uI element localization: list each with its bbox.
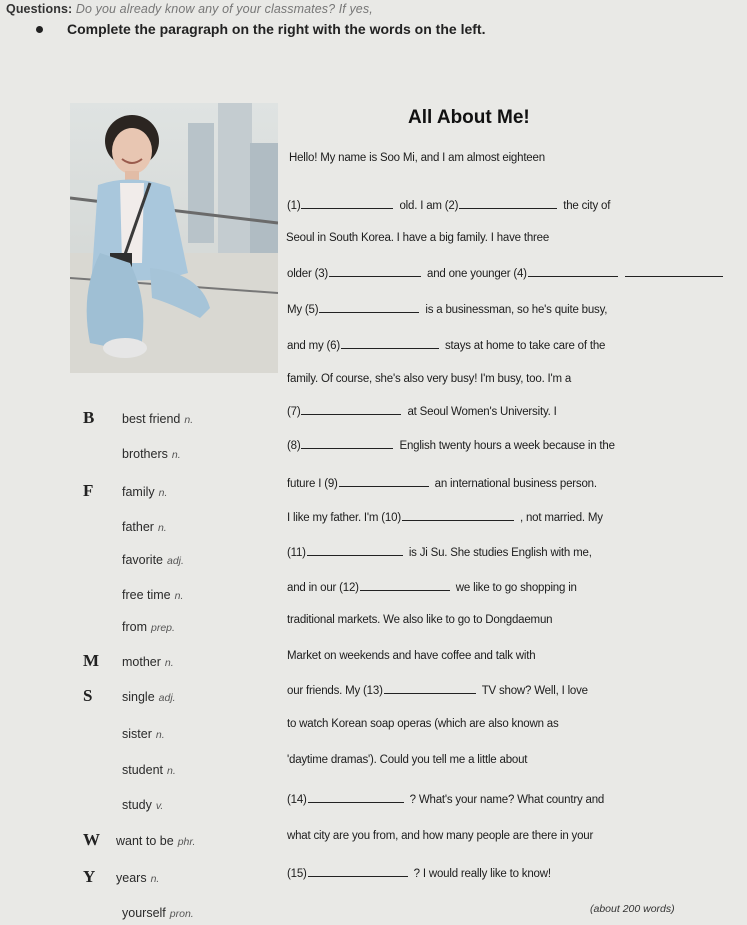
glossary-part-of-speech: n.	[164, 657, 174, 669]
paragraph-text: future I (9)	[287, 478, 338, 490]
glossary-word	[122, 520, 167, 534]
glossary-part-of-speech: adj.	[167, 555, 184, 567]
glossary-part-of-speech: pron.	[169, 908, 194, 920]
glossary-part-of-speech: n.	[158, 487, 168, 499]
glossary-word	[122, 655, 174, 669]
question-label: Questions:	[6, 2, 73, 16]
glossary-letter: F	[83, 481, 94, 500]
glossary-term: single	[122, 690, 155, 704]
question-text: Do you already know any of your classmates? If yes,	[75, 2, 373, 16]
glossary-part-of-speech: n.	[157, 522, 167, 534]
glossary-term: want to be	[116, 834, 174, 848]
paragraph-text: Market on weekends and have coffee and talk with	[287, 650, 536, 662]
paragraph-line	[287, 438, 615, 452]
paragraph-text: traditional markets. We also like to go to Dongdaemun	[287, 614, 553, 626]
glossary-word	[116, 834, 195, 848]
glossary-term: sister	[122, 727, 152, 741]
answer-blank[interactable]	[625, 266, 723, 277]
paragraph-line	[287, 650, 535, 662]
glossary-letter: S	[83, 686, 93, 705]
instruction	[36, 21, 485, 37]
paragraph-text: is Ji Su. She studies English with me,	[408, 547, 592, 559]
paragraph-text: we like to go shopping in	[455, 582, 577, 594]
glossary-word	[122, 906, 194, 920]
glossary-word	[116, 871, 159, 885]
paragraph-line	[287, 614, 552, 626]
paragraph-text: 'daytime dramas'). Could you tell me a little about	[287, 754, 528, 766]
student-photo	[70, 103, 278, 373]
glossary-part-of-speech: n.	[184, 414, 194, 426]
paragraph-text: English twenty hours a week because in the	[399, 440, 615, 452]
paragraph-text: ? What's your name? What country and	[409, 794, 605, 806]
paragraph-text: I like my father. I'm (10)	[287, 512, 401, 524]
paragraph-line	[287, 718, 559, 730]
answer-blank[interactable]	[339, 476, 429, 487]
paragraph-text: (14)	[287, 794, 307, 806]
paragraph-line	[287, 302, 607, 316]
paragraph-text: to watch Korean soap operas (which are also known as	[287, 718, 559, 730]
glossary-word	[122, 727, 165, 741]
answer-blank[interactable]	[384, 683, 476, 694]
glossary-term: family	[122, 485, 155, 499]
glossary-term: study	[122, 798, 152, 812]
glossary-word	[122, 588, 183, 602]
paragraph-text: (8)	[287, 440, 301, 452]
word-count-note: (about 200 words)	[590, 903, 675, 915]
answer-blank[interactable]	[459, 198, 557, 209]
paragraph-line	[287, 510, 603, 524]
glossary-term: yourself	[122, 906, 166, 920]
paragraph-line	[287, 792, 604, 806]
glossary-term: free time	[122, 588, 171, 602]
paragraph-line	[287, 830, 593, 842]
answer-blank[interactable]	[301, 438, 393, 449]
glossary-letter: M	[83, 651, 100, 670]
answer-blank[interactable]	[301, 198, 393, 209]
paragraph-line	[287, 338, 605, 352]
answer-blank[interactable]	[307, 545, 403, 556]
paragraph-line	[287, 476, 597, 490]
paragraph-text: (15)	[287, 868, 307, 880]
glossary-letter: Y	[83, 867, 96, 886]
glossary-word	[122, 553, 184, 567]
paragraph-line	[287, 198, 610, 212]
answer-blank[interactable]	[308, 866, 408, 877]
paragraph-line	[287, 404, 557, 418]
paragraph-text: older (3)	[287, 268, 329, 280]
paragraph-line	[286, 232, 549, 244]
glossary-word	[122, 690, 176, 704]
paragraph-text: the city of	[563, 200, 611, 212]
paragraph-text: (7)	[287, 406, 301, 418]
answer-blank[interactable]	[341, 338, 439, 349]
glossary-term: best friend	[122, 412, 181, 426]
bullet-icon	[36, 26, 43, 33]
paragraph-line	[287, 866, 551, 880]
paragraph-text: and in our (12)	[287, 582, 359, 594]
glossary-part-of-speech: n.	[150, 873, 160, 885]
paragraph-text: (11)	[287, 547, 306, 559]
paragraph-line	[289, 152, 545, 164]
glossary-word	[122, 447, 181, 461]
paragraph-text: , not married. My	[519, 512, 603, 524]
glossary-word	[122, 485, 167, 499]
paragraph-text: what city are you from, and how many people are there in your	[287, 830, 594, 842]
paragraph-text: Hello! My name is Soo Mi, and I am almost eighteen	[289, 152, 545, 164]
answer-blank[interactable]	[360, 580, 450, 591]
answer-blank[interactable]	[528, 266, 618, 277]
paragraph-line	[287, 266, 723, 280]
glossary-term: from	[122, 620, 147, 634]
glossary-word	[122, 763, 176, 777]
glossary-letter: B	[83, 408, 95, 427]
page-title: All About Me!	[408, 107, 530, 128]
paragraph-text: our friends. My (13)	[287, 685, 383, 697]
glossary-part-of-speech: prep.	[151, 622, 175, 634]
paragraph-line	[287, 580, 577, 594]
paragraph-text: TV show? Well, I love	[481, 685, 588, 697]
paragraph-text: family. Of course, she's also very busy! I'm busy, too. I'm a	[287, 373, 572, 385]
glossary-word	[122, 412, 193, 426]
paragraph-text: and my (6)	[287, 340, 340, 352]
paragraph-text: My (5)	[287, 304, 319, 316]
glossary-part-of-speech: adj.	[158, 692, 176, 704]
glossary-term: mother	[122, 655, 161, 669]
glossary-word	[122, 620, 175, 634]
answer-blank[interactable]	[301, 404, 401, 415]
answer-blank[interactable]	[319, 302, 419, 313]
glossary-term: father	[122, 520, 154, 534]
glossary-term: student	[122, 763, 164, 777]
paragraph-line	[287, 545, 592, 559]
glossary-part-of-speech: n.	[167, 765, 176, 777]
paragraph-text: at Seoul Women's University. I	[407, 406, 557, 418]
instruction-text: Complete the paragraph on the right with the words on the left.	[67, 21, 486, 37]
glossary-part-of-speech: n.	[155, 729, 165, 741]
paragraph-text: old. I am (2)	[399, 200, 459, 212]
glossary-term: years	[116, 871, 147, 885]
answer-blank[interactable]	[308, 792, 404, 803]
paragraph-text: and one younger (4)	[427, 268, 527, 280]
paragraph-text: Seoul in South Korea. I have a big family. I have three	[286, 232, 550, 244]
paragraph-text: ? I would really like to know!	[413, 868, 551, 880]
glossary-term: brothers	[122, 447, 168, 461]
answer-blank[interactable]	[329, 266, 421, 277]
glossary-term: favorite	[122, 553, 163, 567]
glossary-word	[122, 798, 163, 812]
paragraph-text: (1)	[287, 200, 301, 212]
paragraph-line	[287, 683, 588, 697]
glossary-part-of-speech: n.	[174, 590, 184, 602]
paragraph-text: is a businessman, so he's quite busy,	[425, 304, 608, 316]
paragraph-line	[287, 754, 527, 766]
question-header	[6, 2, 373, 16]
glossary-letter: W	[83, 830, 100, 849]
answer-blank[interactable]	[402, 510, 514, 521]
glossary-part-of-speech: v.	[155, 800, 164, 812]
paragraph-line	[287, 373, 571, 385]
glossary-part-of-speech: n.	[171, 449, 181, 461]
paragraph-text: stays at home to take care of the	[444, 340, 606, 352]
paragraph-text: an international business person.	[434, 478, 597, 490]
glossary-part-of-speech: phr.	[177, 836, 196, 848]
